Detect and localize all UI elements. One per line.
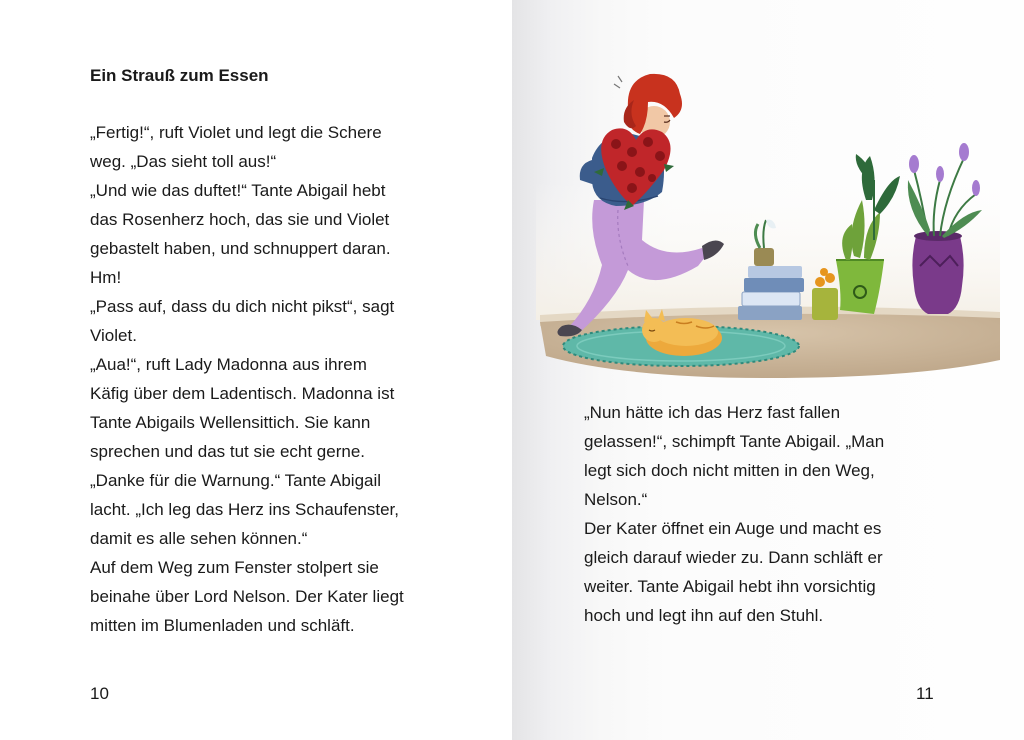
left-page-text	[90, 118, 490, 640]
text-line: Hm!	[90, 268, 122, 287]
text-line: „Aua!“, ruft Lady Madonna aus ihrem	[90, 355, 367, 374]
text-line: „Und wie das duftet!“ Tante Abigail hebt	[90, 181, 386, 200]
text-line: Käfig über dem Ladentisch. Madonna ist	[90, 384, 395, 403]
text-line: Auf dem Weg zum Fenster stolpert sie	[90, 558, 379, 577]
text-line: Violet.	[90, 326, 137, 345]
chapter-title: Ein Strauß zum Essen	[90, 66, 269, 85]
text-line: „Danke für die Warnung.“ Tante Abigail	[90, 471, 382, 490]
text-line: lacht. „Ich leg das Herz ins Schaufenster,	[90, 500, 399, 519]
text-line: „Nun hätte ich das Herz fast fallen	[584, 403, 841, 422]
text-line: „Fertig!“, ruft Violet und legt die Schere	[90, 123, 382, 142]
text-line: damit es alle sehen können.“	[90, 529, 308, 548]
text-line: Nelson.“	[584, 490, 648, 509]
text-line: weg. „Das sieht toll aus!“	[90, 152, 277, 171]
flower-shop-illustration	[536, 60, 1000, 380]
text-line: mitten im Blumenladen und schläft.	[90, 616, 355, 635]
page-number-right: 11	[916, 684, 934, 703]
text-line: das Rosenherz hoch, das sie und Violet	[90, 210, 390, 229]
text-line: gebastelt haben, und schnuppert daran.	[90, 239, 391, 258]
text-line: hoch und legt ihn auf den Stuhl.	[584, 606, 824, 625]
page-number-left: 10	[90, 684, 109, 703]
text-line: gleich darauf wieder zu. Dann schläft er	[584, 548, 883, 567]
text-line: gelassen!“, schimpft Tante Abigail. „Man	[584, 432, 885, 451]
text-line: legt sich doch nicht mitten in den Weg,	[584, 461, 875, 480]
text-line: Tante Abigails Wellensittich. Sie kann	[90, 413, 371, 432]
right-page-text	[584, 398, 984, 630]
text-line: sprechen und das tut sie echt gerne.	[90, 442, 366, 461]
text-line: Der Kater öffnet ein Auge und macht es	[584, 519, 882, 538]
text-line: weiter. Tante Abigail hebt ihn vorsichtig	[584, 577, 876, 596]
text-line: „Pass auf, dass du dich nicht pikst“, sagt	[90, 297, 395, 316]
text-line: beinahe über Lord Nelson. Der Kater liegt	[90, 587, 404, 606]
